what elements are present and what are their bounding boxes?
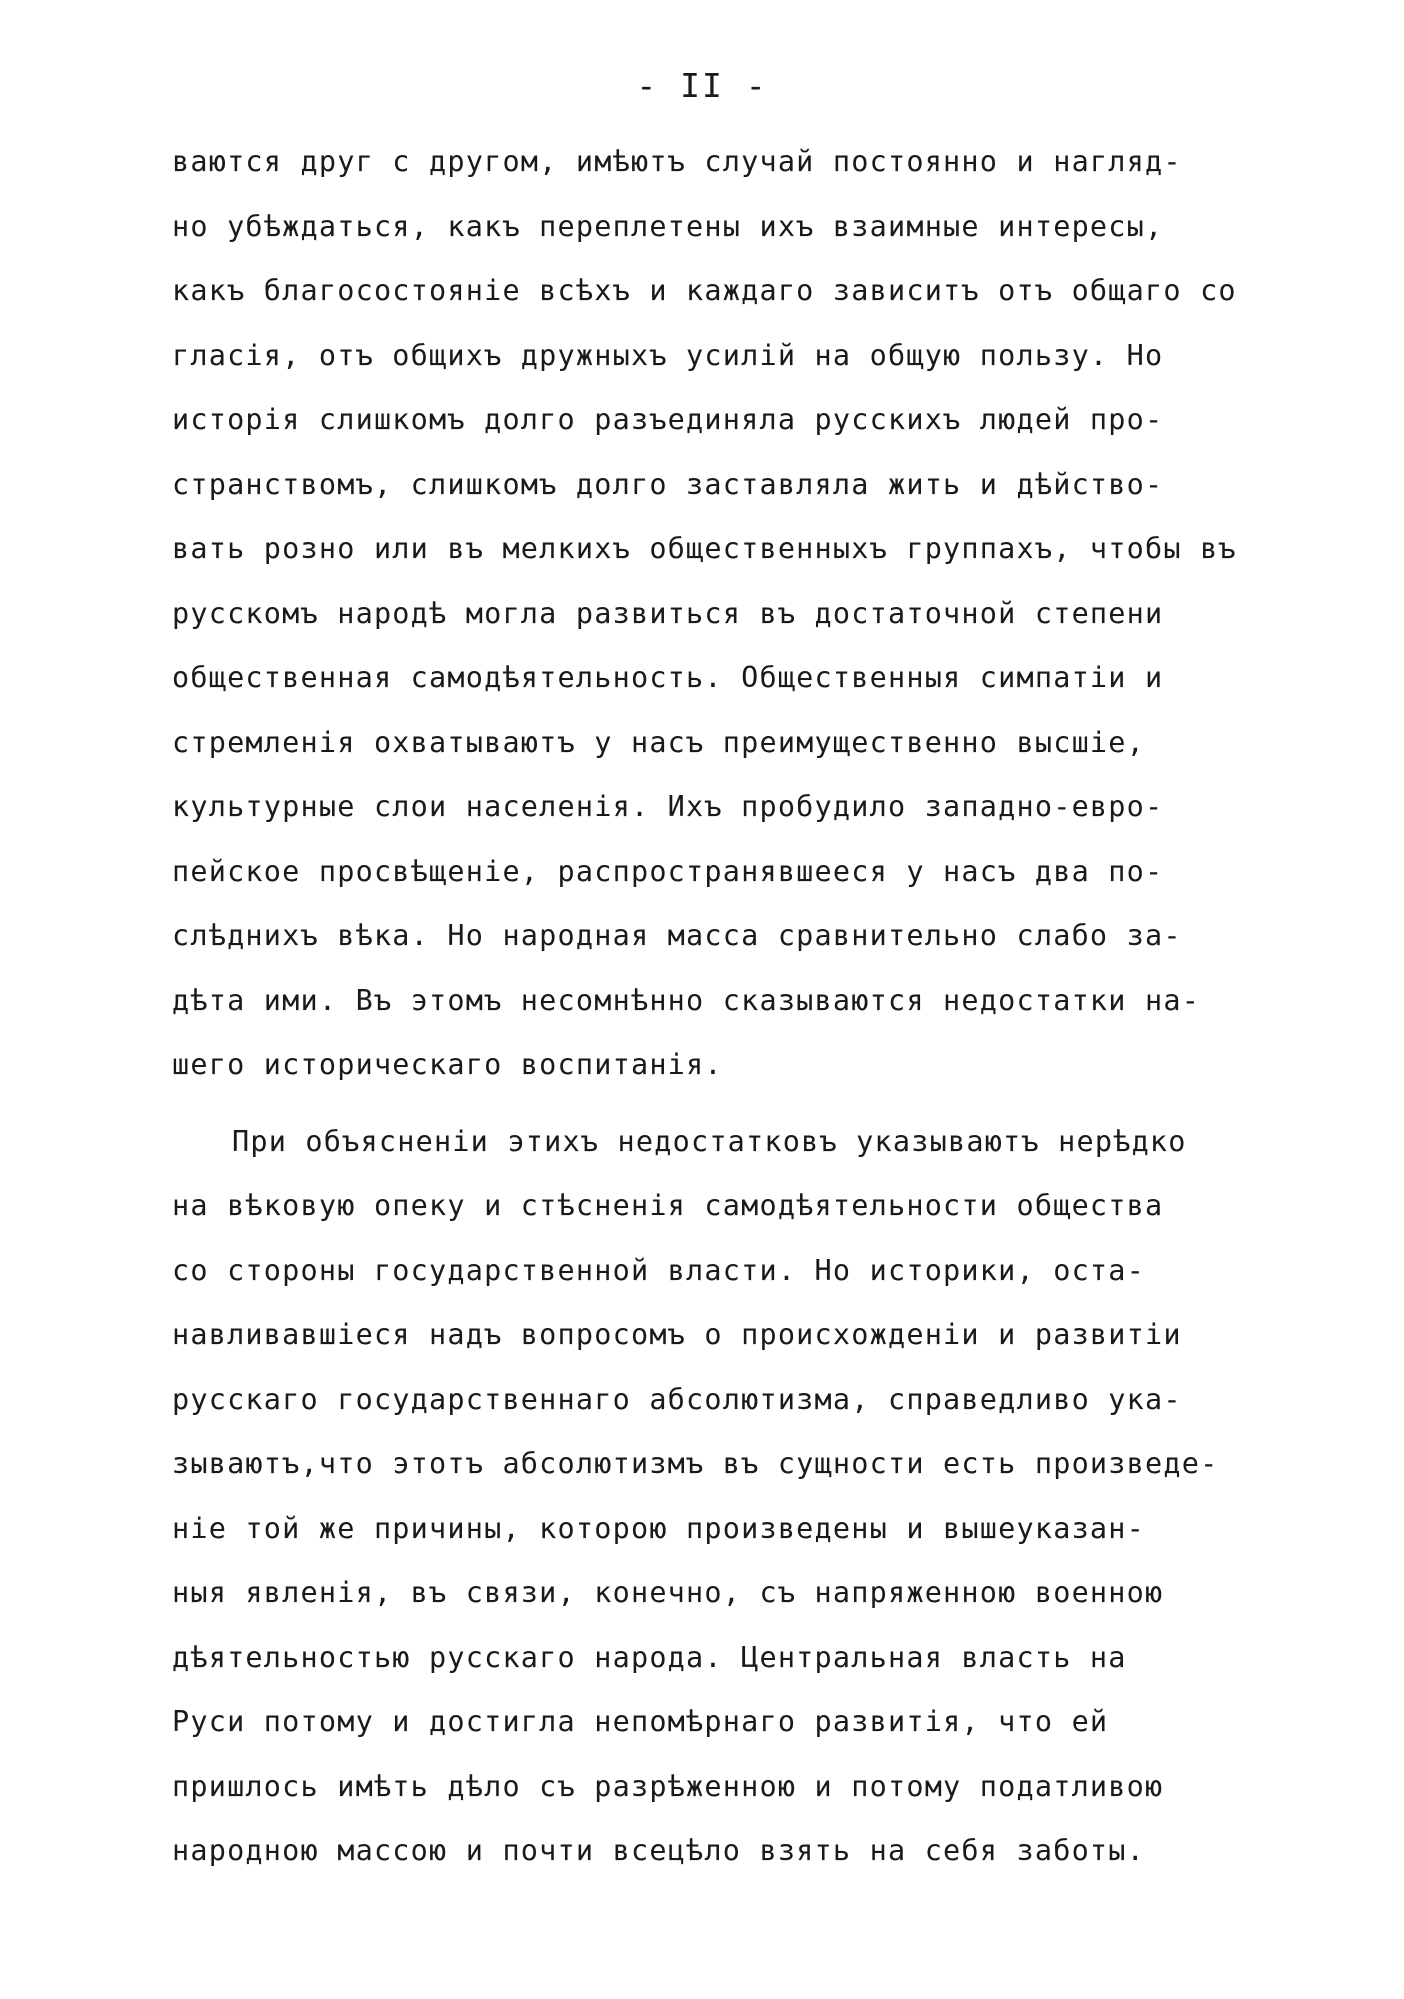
text-line: вать розно или въ мелкихъ общественныхъ группахъ, чтобы въ	[172, 532, 1237, 565]
body-text	[172, 130, 1292, 1884]
text-line: пейское просвѣщенiе, распространявшееся у насъ два по-	[172, 854, 1164, 888]
text-line: ныя явленiя, въ связи, конечно, съ напряженною военною	[172, 1576, 1164, 1609]
text-line: какъ благосостоянiе всѣхъ и каждаго зависитъ отъ общаго со	[172, 274, 1237, 307]
text-line: русскомъ народѣ могла развиться въ достаточной степени	[172, 596, 1164, 630]
text-line: шего историческаго воспитанiя.	[172, 1048, 723, 1081]
text-line: нiе той же причины, которою произведены и вышеуказан-	[172, 1511, 1145, 1545]
text-line: исторiя слишкомъ долго разъединяла русскихъ людей про-	[172, 403, 1164, 436]
text-line: ваются друг с другом, имѣютъ случай постоянно и нагляд-	[172, 145, 1182, 178]
text-line: народною массою и почти всецѣло взять на себя заботы.	[172, 1834, 1145, 1867]
page-number: - II -	[636, 66, 768, 105]
text-line: со стороны государственной власти. Но историки, оста-	[172, 1253, 1145, 1287]
paragraph-first-line: При объясненiи этихъ недостатковъ указываютъ нерѣдко	[232, 1124, 1187, 1158]
text-line: на вѣковую опеку и стѣсненiя самодѣятельности общества	[172, 1189, 1164, 1222]
text-line: дѣятельностью русскаго народа. Центральная власть на	[172, 1640, 1127, 1674]
text-line: слѣднихъ вѣка. Но народная масса сравнительно слабо за-	[172, 919, 1182, 952]
text-line: русскаго государственнаго абсолютизма, справедливо ука-	[172, 1382, 1182, 1416]
text-line: зываютъ,что этотъ абсолютизмъ въ сущности есть произведе-	[172, 1447, 1219, 1480]
text-line: культурные слои населенiя. Ихъ пробудило западно-евро-	[172, 790, 1164, 823]
text-line: навливавшiеся надъ вопросомъ о происхожденiи и развитiи	[172, 1318, 1182, 1351]
text-line: пришлось имѣть дѣло съ разрѣженною и потому податливою	[172, 1769, 1164, 1803]
text-line: но убѣждаться, какъ переплетены ихъ взаимные интересы,	[172, 209, 1164, 243]
text-line: общественная самодѣятельность. Общественныя симпатiи и	[172, 661, 1164, 694]
text-line: странствомъ, слишкомъ долго заставляла жить и дѣйство-	[172, 467, 1164, 501]
text-line: Руси потому и достигла непомѣрнаго развитiя, что ей	[172, 1705, 1109, 1738]
text-line: дѣта ими. Въ этомъ несомнѣнно сказываются недостатки на-	[172, 983, 1201, 1017]
text-line: стремленiя охватываютъ у насъ преимущественно высшiе,	[172, 725, 1145, 759]
text-line: гласiя, отъ общихъ дружныхъ усилiй на общую пользу. Но	[172, 338, 1164, 372]
